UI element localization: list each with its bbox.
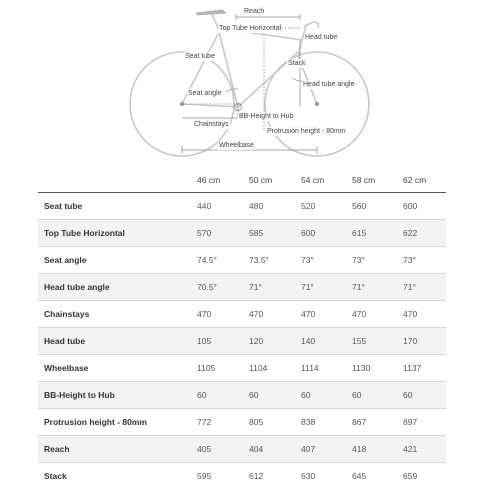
row-label: Seat angle (44, 255, 87, 265)
table-cell: 440 (197, 201, 212, 211)
table-cell: 630 (301, 471, 316, 481)
bb-height-to-hub-label: BB-Height to Hub (239, 113, 294, 120)
table-cell: 659 (403, 471, 418, 481)
row-label: Top Tube Horizontal (44, 228, 125, 238)
wheelbase-label: Wheelbase (219, 142, 255, 149)
table-cell: 480 (249, 201, 264, 211)
table-cell: 71° (249, 282, 262, 292)
stack-label: Stack (288, 60, 306, 67)
table-cell: 595 (197, 471, 212, 481)
row-label: Protrusion height - 80mm (44, 417, 147, 427)
row-label: BB-Height to Hub (44, 390, 115, 400)
table-cell: 600 (301, 228, 316, 238)
table-row (38, 327, 446, 355)
table-cell: 418 (352, 444, 367, 454)
table-cell: 407 (301, 444, 316, 454)
table-cell: 71° (301, 282, 314, 292)
table-cell: 867 (352, 417, 367, 427)
table-row (38, 192, 446, 220)
table-row (38, 273, 446, 301)
table-cell: 470 (352, 309, 367, 319)
table-cell: 73° (301, 255, 314, 265)
seat-angle-label: Seat angle (188, 90, 222, 97)
table-cell: 470 (249, 309, 264, 319)
table-cell: 520 (301, 201, 316, 211)
chain-stay (182, 104, 238, 107)
table-cell: 73.5° (249, 255, 269, 265)
table-cell: 155 (352, 336, 367, 346)
table-cell: 570 (197, 228, 212, 238)
table-row (38, 300, 446, 328)
reach-label: Reach (244, 8, 265, 15)
saddle (196, 10, 226, 15)
table-cell: 404 (249, 444, 264, 454)
table-row (38, 219, 446, 247)
table-cell: 1105 (197, 363, 216, 373)
table-cell: 70.5° (197, 282, 217, 292)
table-row (38, 381, 446, 409)
table-cell: 772 (197, 417, 212, 427)
row-label: Head tube angle (44, 282, 110, 292)
table-cell: 421 (403, 444, 418, 454)
table-cell: 60 (403, 390, 413, 400)
table-cell: 120 (249, 336, 264, 346)
head-tube-label: Head tube (305, 34, 338, 41)
table-cell: 897 (403, 417, 418, 427)
column-header: 46 cm (197, 175, 221, 185)
table-cell: 60 (197, 390, 207, 400)
table-cell: 1114 (301, 363, 319, 373)
top-tube-horizontal-label: Top Tube Horizontal (219, 25, 282, 32)
table-cell: 470 (197, 309, 212, 319)
row-label: Wheelbase (44, 363, 89, 373)
table-row (38, 408, 446, 436)
table-cell: 1137 (403, 363, 422, 373)
row-label: Head tube (44, 336, 86, 346)
table-header (38, 170, 446, 192)
table-cell: 105 (197, 336, 212, 346)
geometry-diagram (0, 0, 500, 158)
row-label: Stack (44, 471, 67, 481)
table-cell: 405 (197, 444, 212, 454)
column-header: 50 cm (249, 175, 273, 185)
table-cell: 140 (301, 336, 316, 346)
table-cell: 838 (301, 417, 316, 427)
table-cell: 560 (352, 201, 367, 211)
table-cell: 60 (301, 390, 311, 400)
column-header: 54 cm (301, 175, 325, 185)
row-label: Seat tube (44, 201, 83, 211)
table-cell: 73° (352, 255, 365, 265)
row-label: Chainstays (44, 309, 90, 319)
seat-tube-label: Seat tube (185, 53, 215, 60)
column-header: 62 cm (403, 175, 427, 185)
head-tube-angle-label: Head tube angle (303, 81, 355, 88)
protrusion-height-label: Protrusion height - 80mm (267, 128, 346, 135)
table-row (38, 462, 446, 490)
chainstays-label: Chainstays (194, 121, 229, 128)
table-row (38, 246, 446, 274)
table-cell: 170 (403, 336, 418, 346)
table-cell: 73° (403, 255, 416, 265)
table-cell: 622 (403, 228, 418, 238)
table-cell: 60 (249, 390, 259, 400)
table-cell: 645 (352, 471, 367, 481)
table-row (38, 435, 446, 463)
table-cell: 1130 (352, 363, 371, 373)
table-cell: 1104 (249, 363, 268, 373)
table-cell: 470 (301, 309, 316, 319)
table-cell: 615 (352, 228, 367, 238)
table-cell: 585 (249, 228, 264, 238)
table-cell: 600 (403, 201, 418, 211)
table-cell: 612 (249, 471, 264, 481)
table-cell: 71° (352, 282, 365, 292)
table-cell: 805 (249, 417, 264, 427)
table-cell: 74.5° (197, 255, 217, 265)
table-cell: 71° (403, 282, 416, 292)
row-label: Reach (44, 444, 70, 454)
table-cell: 470 (403, 309, 418, 319)
column-header: 58 cm (352, 175, 376, 185)
table-cell: 60 (352, 390, 362, 400)
table-row (38, 354, 446, 382)
